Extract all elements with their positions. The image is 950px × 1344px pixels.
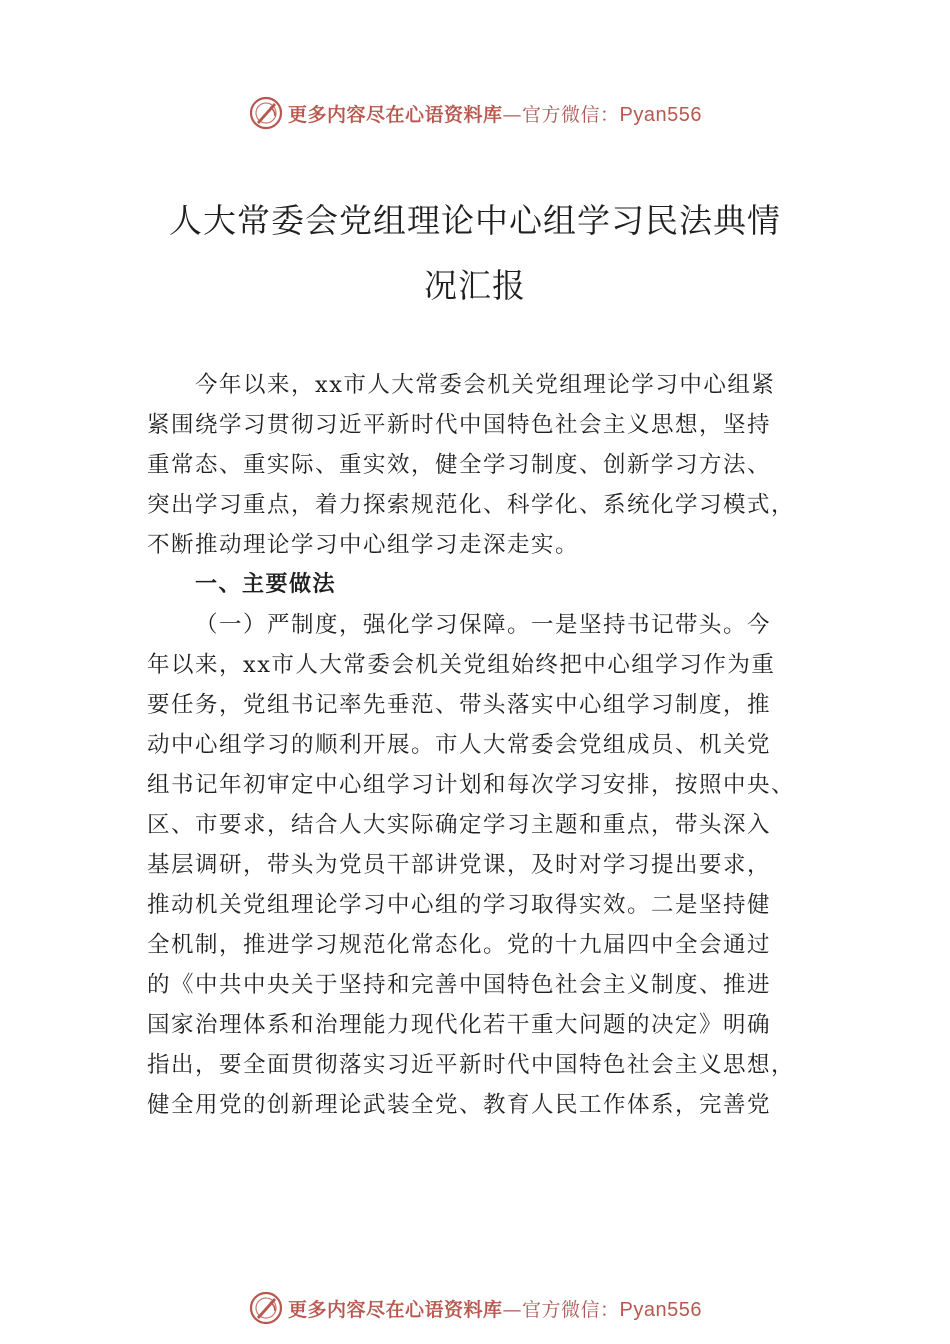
banner-main: 更多内容尽在心语资料库 xyxy=(288,103,503,126)
quill-logo-icon xyxy=(248,1290,284,1326)
body-line: 全机制，推进学习规范化常态化。党的十九届四中全会通过 xyxy=(147,932,772,958)
document-body xyxy=(147,365,807,1125)
banner-wechat-id: Pyan556 xyxy=(619,103,702,126)
quill-logo-icon xyxy=(248,95,284,131)
body-line: 年以来，xx市人大常委会机关党组始终把中心组学习作为重 xyxy=(147,652,776,678)
document-title-line-2: 况汇报 xyxy=(424,266,526,305)
body-line: 基层调研，带头为党员干部讲党课，及时对学习提出要求， xyxy=(147,852,772,878)
body-line: 动中心组学习的顺利开展。市人大常委会党组成员、机关党 xyxy=(147,732,772,758)
banner-separator: — xyxy=(502,1298,523,1321)
body-line: 指出，要全面贯彻落实习近平新时代中国特色社会主义思想， xyxy=(147,1052,796,1078)
banner-text xyxy=(288,1295,702,1322)
body-line: 国家治理体系和治理能力现代化若干重大问题的决定》明确 xyxy=(147,1012,772,1038)
body-line: （一）严制度，强化学习保障。一是坚持书记带头。今 xyxy=(195,612,772,638)
body-line: 区、市要求，结合人大实际确定学习主题和重点，带头深入 xyxy=(147,812,772,838)
banner-separator: — xyxy=(502,103,523,126)
body-line: 突出学习重点，着力探索规范化、科学化、系统化学习模式， xyxy=(147,492,796,518)
body-line: 健全用党的创新理论武装全党、教育人民工作体系，完善党 xyxy=(147,1092,772,1118)
body-line: 紧围绕学习贯彻习近平新时代中国特色社会主义思想，坚持 xyxy=(147,412,772,438)
body-line: 推动机关党组理论学习中心组的学习取得实效。二是坚持健 xyxy=(147,892,772,918)
banner-wechat-label: 官方微信： xyxy=(522,1298,620,1321)
body-line: 重常态、重实际、重实效，健全学习制度、创新学习方法、 xyxy=(147,452,772,478)
banner-wechat-label: 官方微信： xyxy=(522,103,620,126)
footer-banner xyxy=(0,1288,950,1328)
banner-wechat-id: Pyan556 xyxy=(619,1298,702,1321)
section-heading: 一、主要做法 xyxy=(195,572,337,597)
body-line: 的《中共中央关于坚持和完善中国特色社会主义制度、推进 xyxy=(147,972,772,998)
body-line: 要任务，党组书记率先垂范、带头落实中心组学习制度，推 xyxy=(147,692,772,718)
banner-text xyxy=(288,100,702,127)
document-title-line-1: 人大常委会党组理论中心组学习民法典情 xyxy=(169,201,781,240)
banner-main: 更多内容尽在心语资料库 xyxy=(288,1298,503,1321)
body-line: 不断推动理论学习中心组学习走深走实。 xyxy=(147,532,580,558)
header-banner xyxy=(0,93,950,133)
body-line: 今年以来，xx市人大常委会机关党组理论学习中心组紧 xyxy=(195,372,776,398)
body-line: 组书记年初审定中心组学习计划和每次学习安排，按照中央、 xyxy=(147,772,796,798)
